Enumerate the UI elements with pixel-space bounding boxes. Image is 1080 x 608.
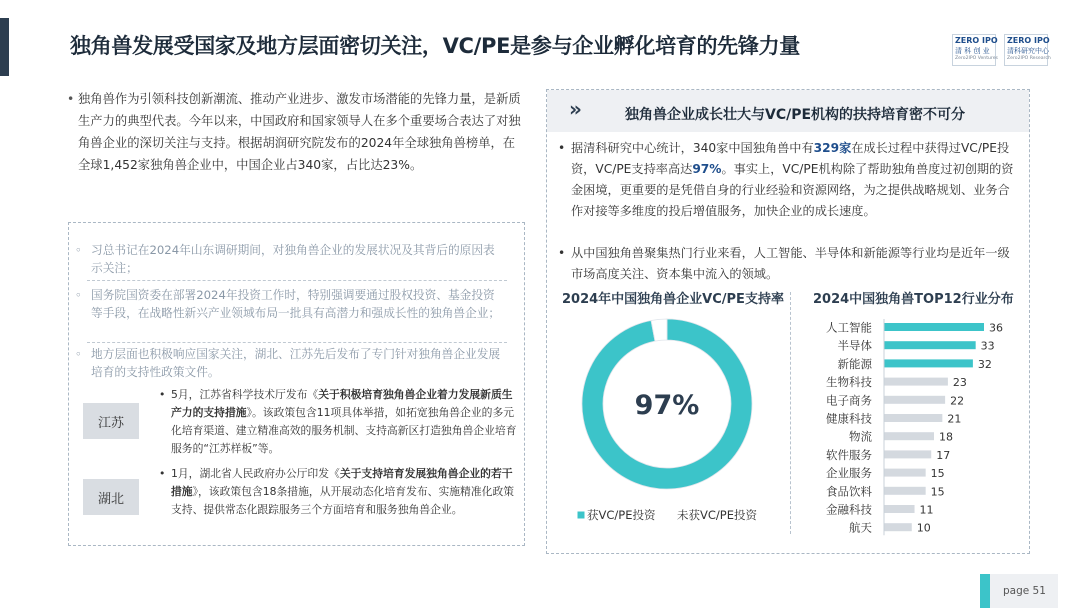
- bullet-icon: •: [159, 388, 166, 401]
- bar-category-label: 电子商务: [826, 393, 872, 408]
- bar: [884, 414, 942, 422]
- bar-value-label: 23: [952, 376, 967, 390]
- bar: [884, 450, 931, 458]
- bar-value-label: 17: [936, 448, 951, 462]
- bar-category-label: 航天: [849, 520, 872, 535]
- bar-category-label: 生物科技: [826, 375, 872, 390]
- bar-value-label: 15: [930, 485, 945, 499]
- bullet-icon: •: [67, 92, 75, 106]
- bullet-icon: •: [558, 246, 566, 260]
- bar: [884, 487, 926, 495]
- bar: [884, 432, 934, 440]
- bar-value-label: 32: [977, 357, 992, 371]
- page-title: 独角兽发展受国家及地方层面密切关注，VC/PE是参与企业孵化培育的先锋力量: [70, 34, 800, 58]
- bar-category-label: 企业服务: [826, 466, 872, 481]
- panel-paragraph-stats: • 据清科研究中心统计，340家中国独角兽中有329家在成长过程中获得过VC/PE投资，VC/PE支持率高达97%。事实上，VC/PE机构除了帮助独角兽度过初创期的资金困境，更重要的是凭借自身的行业经验和资源网络，为之提供战略规划、业务合作对接等多维度的投后增值服务，加快企业的成长速度。: [571, 138, 1019, 222]
- bar-category-label: 软件服务: [826, 447, 872, 462]
- bar-category-label: 食品饮料: [826, 484, 872, 499]
- page-accent-bar: [980, 574, 990, 608]
- bar: [884, 396, 945, 404]
- bar: [884, 523, 912, 531]
- bullet-icon: ◦: [75, 288, 82, 302]
- bar: [884, 378, 948, 386]
- double-chevron-icon: »: [569, 97, 582, 121]
- bullet-icon: •: [558, 141, 566, 155]
- bullet-icon: •: [159, 467, 166, 480]
- legend-swatch-1: [668, 512, 674, 518]
- panel-title: 独角兽企业成长壮大与VC/PE机构的扶持培育密不可分: [625, 107, 966, 123]
- bar-value-label: 33: [980, 339, 995, 353]
- donut-center-label: 97%: [634, 390, 700, 421]
- intro-text: 独角兽作为引领科技创新潮流、推动产业进步、激发市场潜能的先锋力量，是新质生产力的典型代表。今年以来，中国政府和国家领导人在多个重要场合表达了对独角兽企业的深切关注与支持。根据胡润研究院发布的2024年全球独角兽榜单，在全球1,452家独角兽企业中，中国企业占340家，占比达23%。: [78, 92, 521, 172]
- bar-value-label: 10: [916, 521, 931, 535]
- bar: [884, 359, 973, 367]
- province-tag-jiangsu: 江苏: [83, 403, 139, 439]
- bar-value-label: 22: [950, 394, 965, 408]
- province-policy-jiangsu: • 5月，江苏省科学技术厅发布《关于积极培育独角兽企业着力发展新质生产力的支持措施》。该政策包含11项具体举措，如拓宽独角兽企业的多元化培育渠道、建立精准高效的服务机制、支持高新区打造独角兽企业培育服务的“江苏样板”等。: [159, 388, 517, 455]
- bullet-icon: ◦: [75, 347, 82, 361]
- page-number: page 51: [1003, 585, 1046, 597]
- policy-item-local: ◦ 地方层面也积极响应国家关注，湖北、江苏先后发布了专门针对独角兽企业发展培育的支持性政策文件。: [75, 347, 501, 379]
- bar-category-label: 物流: [849, 429, 872, 444]
- bullet-icon: ◦: [75, 243, 82, 257]
- panel-paragraph-industries: • 从中国独角兽聚集热门行业来看，人工智能、半导体和新能源等行业均是近年一级市场高度关注、资本集中流入的领域。: [571, 243, 1019, 285]
- province-tag-hubei: 湖北: [83, 479, 139, 515]
- bar: [884, 469, 926, 477]
- policy-item-xi: ◦ 习总书记在2024年山东调研期间，对独角兽企业的发展状况及其背后的原因表示关注；: [75, 243, 495, 275]
- bar-category-label: 人工智能: [826, 320, 872, 335]
- bar-category-label: 健康科技: [826, 411, 872, 426]
- bar-chart-title: 2024中国独角兽TOP12行业分布: [813, 292, 1014, 307]
- bar: [884, 323, 984, 331]
- bar: [884, 341, 976, 349]
- bar-value-label: 21: [947, 412, 962, 426]
- bar-value-label: 18: [939, 430, 953, 444]
- zero2ipo-ventures-logo: ZERO IPO 清 科 创 业 Zero2IPO Ventures: [952, 34, 996, 66]
- legend-label-1: 未获VC/PE投资: [677, 508, 757, 522]
- legend-label-0: 获VC/PE投资: [587, 508, 656, 522]
- bar-category-label: 半导体: [837, 338, 872, 353]
- bar-value-label: 36: [989, 321, 1003, 335]
- zero2ipo-research-logo: ZERO IPO 清科研究中心 Zero2IPO Research: [1004, 34, 1048, 66]
- bar-category-label: 金融科技: [826, 502, 872, 517]
- policy-item-sasac: ◦ 国务院国资委在部署2024年投资工作时，特别强调要通过股权投资、基金投资等手段，在战略性新兴产业领域布局一批具有高潜力和强成长性的独角兽企业；: [75, 288, 501, 320]
- legend-swatch-0: [578, 512, 584, 518]
- province-policy-hubei: • 1月，湖北省人民政府办公厅印发《关于支持培育发展独角兽企业的若干措施》，该政策包含18条措施，从开展动态化培育发布、实施精准化政策支持、提供常态化跟踪服务三个方面培育和服务独角兽企业。: [159, 467, 515, 516]
- bar-value-label: 11: [919, 503, 934, 517]
- bar-value-label: 15: [930, 467, 945, 481]
- bar-category-label: 新能源: [837, 356, 872, 371]
- bar: [884, 505, 915, 513]
- donut-chart-title: 2024年中国独角兽企业VC/PE支持率: [562, 292, 784, 307]
